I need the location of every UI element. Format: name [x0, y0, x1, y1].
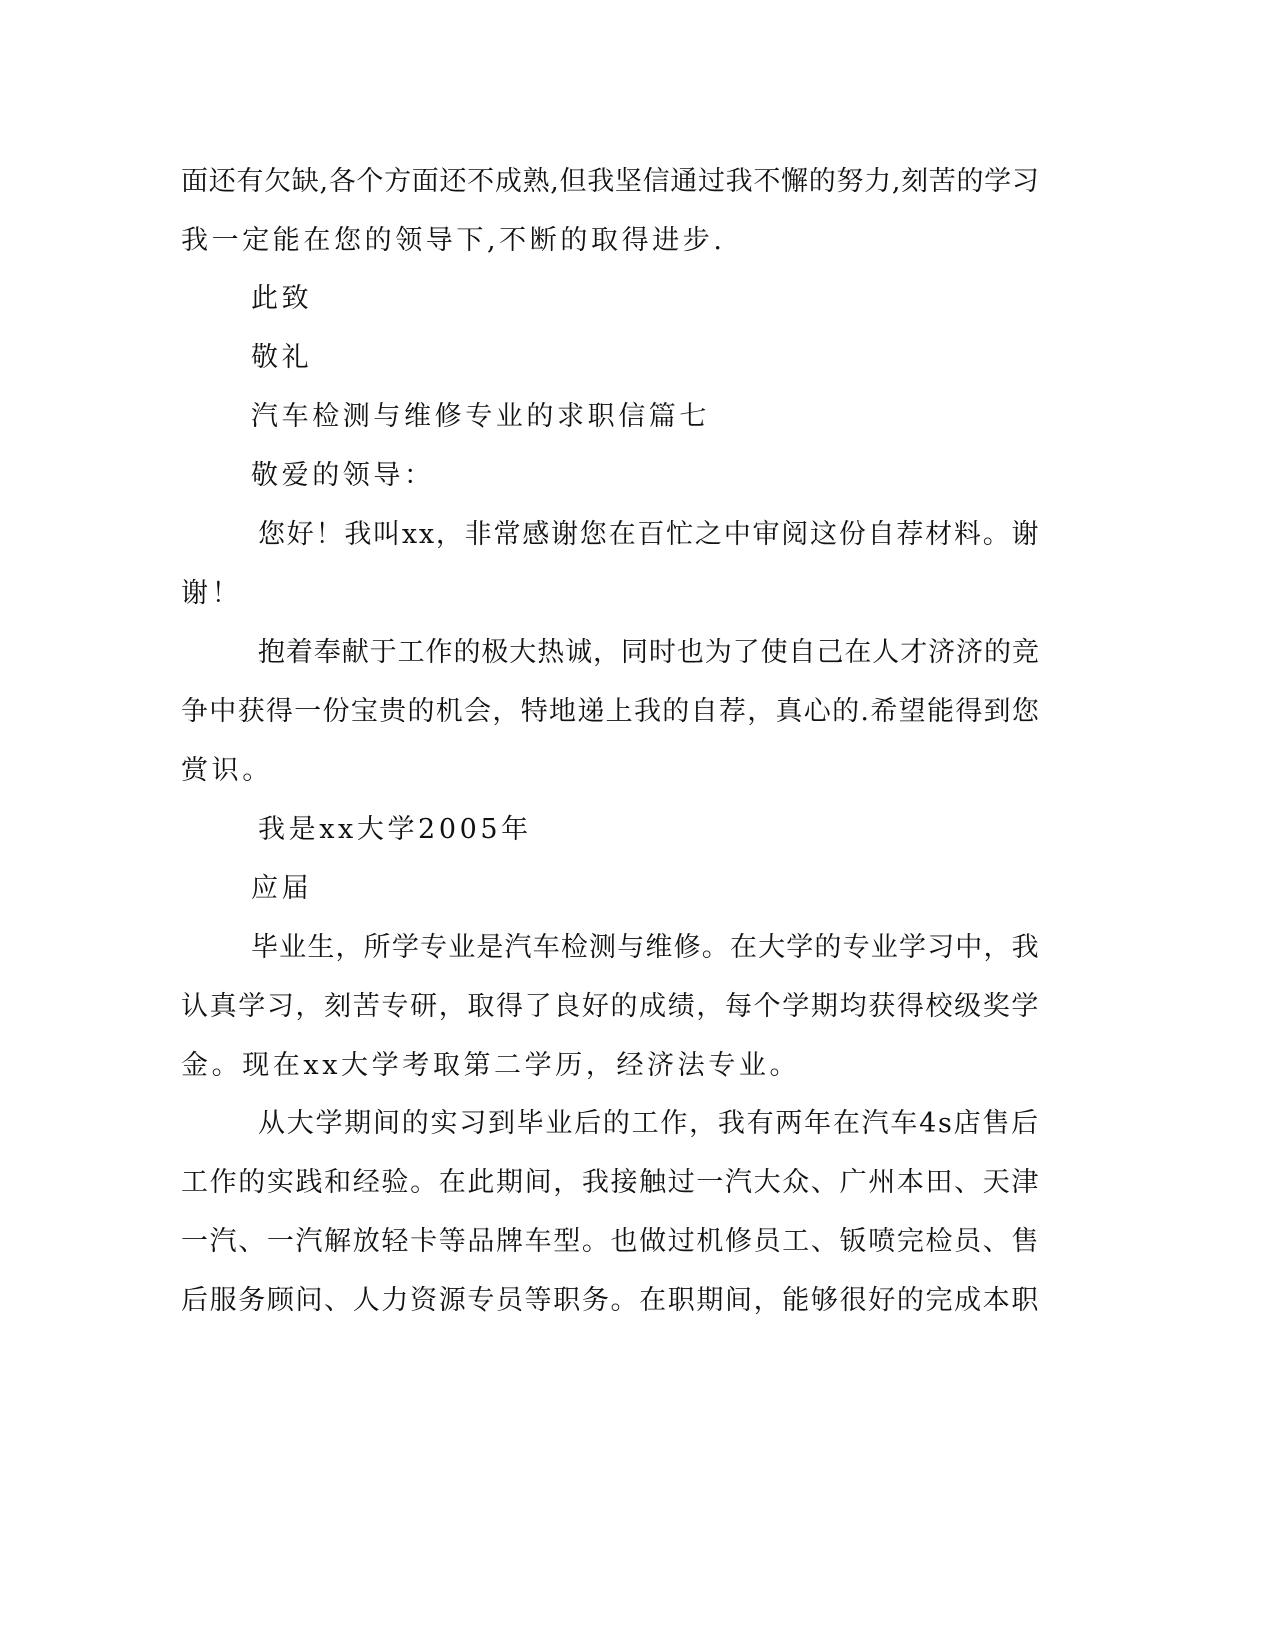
text-line: 金。现在xx大学考取第二学历，经济法专业。 — [181, 1050, 801, 1081]
greeting: 敬爱的领导： — [251, 460, 435, 491]
closing-salutation: 此致 — [251, 283, 313, 314]
closing-regards: 敬礼 — [251, 342, 313, 373]
text-line: 谢！ — [181, 578, 243, 609]
text-line: 应届 — [251, 873, 313, 904]
text-line: 我是xx大学2005年 — [258, 814, 532, 845]
text-line: 您好！我叫xx，非常感谢您在百忙之中审阅这份自荐材料。谢 — [258, 519, 1041, 550]
text-line: 工作的实践和经验。在此期间，我接触过一汽大众、广州本田、天津 — [181, 1167, 1040, 1198]
text-line: 从大学期间的实习到毕业后的工作，我有两年在汽车4s店售后 — [258, 1108, 1040, 1139]
text-line: 一汽、一汽解放轻卡等品牌车型。也做过机修员工、钣喷完检员、售 — [181, 1226, 1040, 1257]
text-line: 抱着奉献于工作的极大热诚，同时也为了使自己在人才济济的竞 — [258, 637, 1040, 668]
text-line: 争中获得一份宝贵的机会，特地递上我的自荐，真心的.希望能得到您 — [181, 696, 1041, 727]
text-line: 我一定能在您的领导下,不断的取得进步. — [181, 225, 726, 256]
text-line: 后服务顾问、人力资源专员等职务。在职期间，能够很好的完成本职 — [181, 1285, 1040, 1316]
text-line: 毕业生，所学专业是汽车检测与维修。在大学的专业学习中，我 — [251, 932, 1040, 963]
text-line: 面还有欠缺,各个方面还不成熟,但我坚信通过我不懈的努力,刻苦的学习 — [181, 166, 1040, 197]
text-line: 认真学习，刻苦专研，取得了良好的成绩，每个学期均获得校级奖学 — [181, 991, 1040, 1022]
section-title: 汽车检测与维修专业的求职信篇七 — [251, 401, 710, 432]
text-line: 赏识。 — [181, 755, 273, 786]
